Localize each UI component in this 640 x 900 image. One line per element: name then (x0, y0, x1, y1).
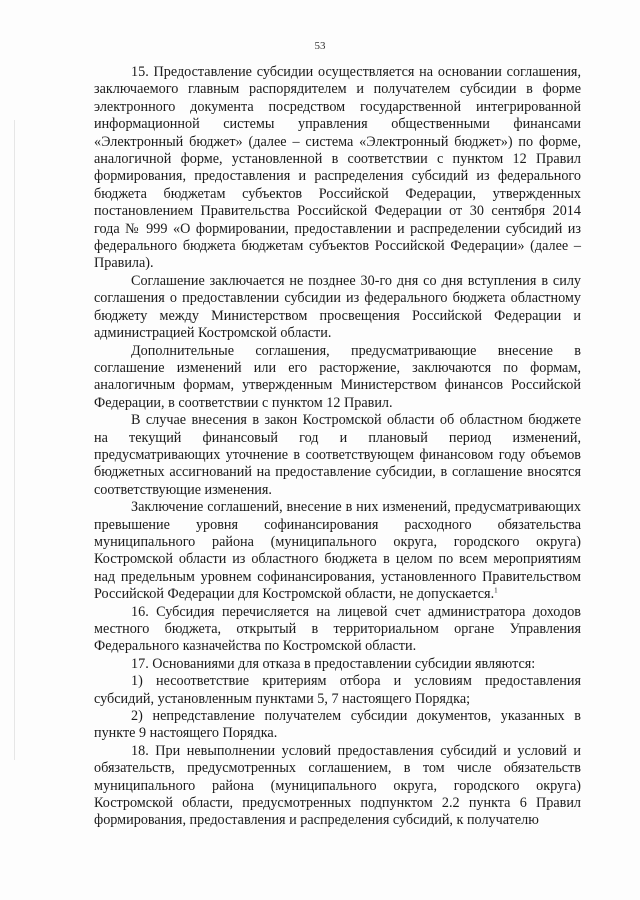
paragraph-cofinancing-text: Заключение соглашений, внесение в них изменений, предусматривающих превышение уровня софинансирования расходного обязательства муниципального района (муниципального округа, городского округа) Костромской области из областного бюджета в целом по всем мероприятиям над предельным уровнем софинансирования, установленного Правительством Российской Федерации для Костромской области, не допускается. (94, 499, 581, 603)
paragraph-budget-changes: В случае внесения в закон Костромской области об областном бюджете на текущий финансовый год и плановый период изменений, предусматривающих уточнение в соответствующем финансовом году объемов бюджетных ассигнований на предоставление субсидии, в соглашение вносятся соответствующие изменения. (94, 412, 581, 498)
footnote-mark: 1 (494, 586, 498, 595)
paragraph-16-transfer: 16. Субсидия перечисляется на лицевой счет администратора доходов местного бюджета, открытый в территориальном органе Управления Федерального казначейства по Костромской области. (94, 603, 581, 655)
paragraph-18-noncompliance: 18. При невыполнении условий предоставления субсидий и условий и обязательств, предусмотренных соглашением, в том числе обязательств муниципального района (муниципального округа, городского округа) Костромской области, предусмотренных подпунктом 2.2 пункта 6 Правил формирования, предоставления и распределения субсидий, к получателю (94, 742, 581, 829)
list-item-refusal-2: 2) непредставление получателем субсидии документов, указанных в пункте 9 настоящего Порядка. (94, 708, 581, 742)
list-item-refusal-1: 1) несоответствие критериям отбора и условиям предоставления субсидий, установленным пунктами 5, 7 настоящего Порядка; (94, 673, 581, 707)
document-body (94, 64, 581, 830)
paragraph-15-subsidy-agreement: 15. Предоставление субсидии осуществляется на основании соглашения, заключаемого главным распорядителем и получателем субсидии в форме электронного документа посредством государственной интегрированной информационной системы управления общественными финансами «Электронный бюджет» (далее – система «Электронный бюджет») по форме, аналогичной форме, установленной в соответствии с пунктом 12 Правил формирования, предоставления и распределения субсидий из федерального бюджета бюджетам субъектов Российской Федерации, утвержденных постановлением Правительства Российской Федерации от 30 сентября 2014 года № 999 «О формировании, предоставлении и распределении субсидий из федерального бюджета бюджетам субъектов Российской Федерации» (далее – Правила). (94, 64, 581, 272)
page-number: 53 (314, 40, 326, 52)
paragraph-17-refusal-grounds: 17. Основаниями для отказа в предоставлении субсидии являются: (131, 655, 536, 672)
paragraph-cofinancing-limit (94, 499, 581, 603)
paragraph-additional-agreements: Дополнительные соглашения, предусматривающие внесение в соглашение изменений или его расторжение, заключаются по формам, аналогичным формам, утвержденным Министерством финансов Российской Федерации, в соответствии с пунктом 12 Правил. (94, 342, 581, 411)
scan-artifact-line (14, 120, 15, 760)
paragraph-agreement-deadline: Соглашение заключается не позднее 30-го дня со дня вступления в силу соглашения о предоставлении субсидии из федерального бюджета областному бюджету между Министерством просвещения Российской Федерации и администрацией Костромской области. (94, 272, 581, 342)
